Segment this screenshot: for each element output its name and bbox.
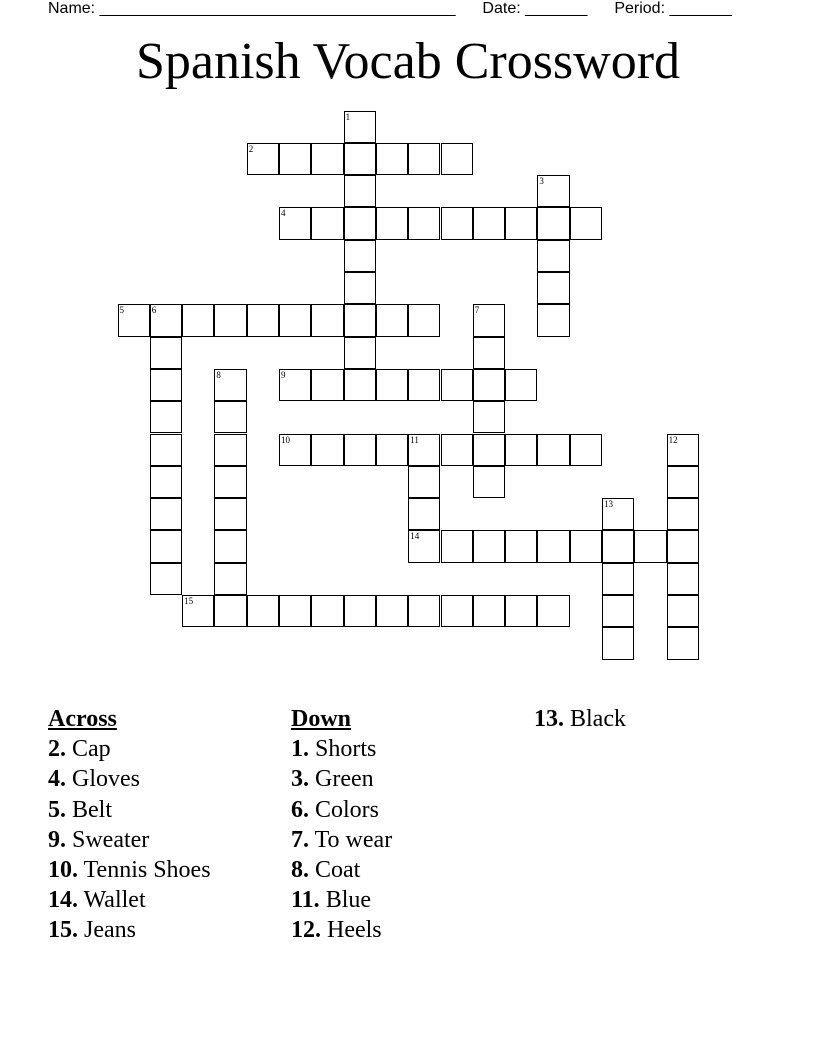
clue-item [48, 915, 211, 945]
clue-item [291, 915, 392, 945]
crossword-cell[interactable] [279, 595, 311, 627]
crossword-cell[interactable] [344, 111, 376, 143]
crossword-cell[interactable] [473, 304, 505, 336]
clue-number: 13 [604, 499, 613, 510]
clue-number: 11 [410, 434, 419, 445]
crossword-cell[interactable] [505, 434, 537, 466]
clue-number: 8 [216, 369, 221, 380]
clue-text: Heels [321, 917, 382, 944]
crossword-cell[interactable] [408, 466, 440, 498]
across-clues [48, 704, 211, 946]
name-label: Name: [48, 0, 96, 17]
clue-number: 4. [48, 766, 66, 793]
clue-text: Jeans [78, 917, 136, 944]
crossword-cell[interactable] [537, 595, 569, 627]
crossword-cell[interactable] [505, 530, 537, 562]
clue-number: 7 [474, 305, 480, 316]
down-heading: Down [291, 706, 352, 732]
clue-number: 9. [48, 826, 66, 853]
crossword-cell[interactable] [667, 563, 699, 595]
crossword-cell[interactable] [247, 304, 279, 336]
clue-number: 10. [48, 857, 78, 884]
clue-item [48, 795, 211, 825]
crossword-cell[interactable] [182, 595, 214, 627]
crossword-cell[interactable] [441, 207, 473, 239]
crossword-cell[interactable] [214, 304, 246, 336]
crossword-cell[interactable] [408, 595, 440, 627]
crossword-cell[interactable] [311, 207, 343, 239]
page-title: Spanish Vocab Crossword [135, 33, 681, 90]
across-clue-list [48, 734, 211, 945]
crossword-cell[interactable] [311, 304, 343, 336]
crossword-cell[interactable] [214, 563, 246, 595]
crossword-cell[interactable] [634, 530, 666, 562]
crossword-cell[interactable] [344, 304, 376, 336]
crossword-cell[interactable] [344, 240, 376, 272]
crossword-cell[interactable] [473, 595, 505, 627]
clue-text: Shorts [309, 736, 377, 763]
clue-number: 10 [281, 434, 290, 445]
crossword-cell[interactable] [473, 466, 505, 498]
crossword-cell[interactable] [473, 434, 505, 466]
crossword-cell[interactable] [311, 369, 343, 401]
clue-number: 3. [291, 766, 309, 793]
crossword-cell[interactable] [376, 143, 408, 175]
clue-item [291, 764, 392, 794]
clue-item [48, 885, 211, 915]
crossword-cell[interactable] [441, 434, 473, 466]
crossword-cell[interactable] [150, 563, 182, 595]
crossword-cell[interactable] [667, 498, 699, 530]
clue-text: Coat [309, 857, 361, 884]
crossword-cell[interactable] [473, 369, 505, 401]
clue-number: 1. [291, 736, 309, 763]
clue-item [291, 825, 392, 855]
clue-item [291, 795, 392, 825]
clue-text: Gloves [66, 766, 140, 793]
crossword-cell[interactable] [667, 434, 699, 466]
crossword-cell[interactable] [570, 530, 602, 562]
clue-number: 15. [48, 917, 78, 944]
crossword-cell[interactable] [441, 369, 473, 401]
clue-text: Blue [319, 887, 372, 914]
crossword-cell[interactable] [344, 175, 376, 207]
crossword-cell[interactable] [505, 369, 537, 401]
clue-text: Colors [309, 796, 380, 823]
crossword-cell[interactable] [279, 304, 311, 336]
crossword-cell[interactable] [537, 530, 569, 562]
crossword-cell[interactable] [376, 595, 408, 627]
crossword-cell[interactable] [473, 401, 505, 433]
clue-text: Sweater [66, 826, 150, 853]
crossword-cell[interactable] [279, 207, 311, 239]
crossword-cell[interactable] [344, 143, 376, 175]
crossword-cell[interactable] [247, 143, 279, 175]
crossword-cell[interactable] [473, 337, 505, 369]
down-clues [291, 704, 392, 946]
clue-item [291, 734, 392, 764]
crossword-cell[interactable] [344, 207, 376, 239]
crossword-cell[interactable] [408, 304, 440, 336]
crossword-cell[interactable] [570, 207, 602, 239]
crossword-cell[interactable] [376, 369, 408, 401]
crossword-cell[interactable] [537, 272, 569, 304]
crossword-cell[interactable] [279, 369, 311, 401]
crossword-cell[interactable] [247, 595, 279, 627]
clue-number: 6. [291, 796, 309, 823]
clue-number: 2 [248, 143, 254, 154]
crossword-cell[interactable] [150, 434, 182, 466]
crossword-cell[interactable] [279, 143, 311, 175]
crossword-cell[interactable] [214, 434, 246, 466]
crossword-cell[interactable] [408, 369, 440, 401]
clue-item [291, 885, 392, 915]
crossword-cell[interactable] [602, 498, 634, 530]
crossword-cell[interactable] [408, 498, 440, 530]
crossword-cell[interactable] [602, 595, 634, 627]
crossword-cell[interactable] [537, 175, 569, 207]
clue-number: 14. [48, 887, 78, 914]
clue-item [291, 855, 392, 885]
crossword-cell[interactable] [376, 304, 408, 336]
clue-item [48, 764, 211, 794]
crossword-cell[interactable] [408, 143, 440, 175]
clue-text: Wallet [78, 887, 146, 914]
crossword-cell[interactable] [602, 530, 634, 562]
clue-number: 11. [291, 887, 320, 914]
crossword-cell[interactable] [667, 627, 699, 659]
crossword-cell[interactable] [570, 434, 602, 466]
crossword-cell[interactable] [376, 434, 408, 466]
crossword-cell[interactable] [344, 369, 376, 401]
clue-number: 6 [151, 305, 157, 316]
clue-number: 9 [281, 369, 286, 380]
crossword-cell[interactable] [214, 530, 246, 562]
crossword-cell[interactable] [505, 595, 537, 627]
crossword-cell[interactable] [214, 498, 246, 530]
date-label: Date: [482, 0, 521, 17]
clue-text: Cap [66, 736, 111, 763]
clue-number: 1 [345, 111, 351, 122]
crossword-cell[interactable] [214, 369, 246, 401]
crossword-cell[interactable] [408, 207, 440, 239]
period-label: Period: [614, 0, 666, 17]
crossword-cell[interactable] [473, 207, 505, 239]
crossword-cell[interactable] [537, 304, 569, 336]
crossword-cell[interactable] [150, 530, 182, 562]
crossword-cell[interactable] [537, 434, 569, 466]
clue-number: 12. [291, 917, 321, 944]
crossword-cell[interactable] [150, 369, 182, 401]
crossword-cell[interactable] [182, 304, 214, 336]
crossword-cell[interactable] [150, 466, 182, 498]
crossword-cell[interactable] [537, 240, 569, 272]
crossword-cell[interactable] [473, 530, 505, 562]
crossword-cell[interactable] [344, 595, 376, 627]
clue-number: 12 [668, 434, 678, 445]
clue-number: 13. [534, 706, 564, 732]
crossword-cell[interactable] [311, 595, 343, 627]
crossword-cell[interactable] [214, 401, 246, 433]
down-clues-continued [534, 704, 626, 734]
clue-number: 15 [184, 596, 194, 606]
clue-number: 7. [291, 826, 309, 853]
clue-number: 5. [48, 796, 66, 823]
clue-number: 3 [539, 176, 544, 187]
crossword-cell[interactable] [667, 595, 699, 627]
clue-text: Green [309, 766, 374, 793]
crossword-cell[interactable] [376, 207, 408, 239]
down-clue-list [291, 734, 392, 945]
crossword-cell[interactable] [667, 466, 699, 498]
clue-item [48, 855, 211, 885]
clue-number: 2. [48, 736, 66, 763]
clue-item [534, 704, 626, 734]
crossword-cell[interactable] [408, 434, 440, 466]
crossword-cell[interactable] [441, 530, 473, 562]
name-field[interactable]: ________________________________________ [99, 0, 456, 17]
clue-number: 5 [119, 305, 124, 316]
crossword-cell[interactable] [118, 304, 150, 336]
crossword-cell[interactable] [667, 530, 699, 562]
crossword-cell[interactable] [150, 498, 182, 530]
date-field[interactable]: _______ [525, 0, 588, 17]
clue-text: To wear [309, 826, 393, 853]
crossword-cell[interactable] [344, 272, 376, 304]
crossword-cell[interactable] [214, 595, 246, 627]
crossword-cell[interactable] [441, 595, 473, 627]
crossword-cell[interactable] [311, 143, 343, 175]
clue-number: 4 [281, 208, 286, 219]
clue-text: Black [564, 706, 626, 732]
crossword-cell[interactable] [311, 434, 343, 466]
crossword-cell[interactable] [602, 627, 634, 659]
crossword-cell[interactable] [537, 207, 569, 239]
clue-text: Tennis Shoes [78, 857, 211, 884]
crossword-cell[interactable] [344, 337, 376, 369]
clue-text: Belt [66, 796, 112, 823]
down-clue-list-continued [534, 704, 626, 734]
clue-number: 8. [291, 857, 309, 884]
across-heading: Across [48, 706, 117, 732]
period-field[interactable]: _______ [669, 0, 732, 17]
crossword-cell[interactable] [441, 143, 473, 175]
clue-item [48, 825, 211, 855]
crossword-cell[interactable] [214, 466, 246, 498]
crossword-cell[interactable] [279, 434, 311, 466]
crossword-cell[interactable] [150, 401, 182, 433]
crossword-cell[interactable] [344, 434, 376, 466]
clue-item [48, 734, 211, 764]
clue-number: 14 [410, 531, 420, 542]
crossword-cell[interactable] [505, 207, 537, 239]
crossword-cell[interactable] [150, 337, 182, 369]
crossword-cell[interactable] [602, 563, 634, 595]
crossword-cell[interactable] [408, 530, 440, 562]
crossword-cell[interactable] [150, 304, 182, 336]
